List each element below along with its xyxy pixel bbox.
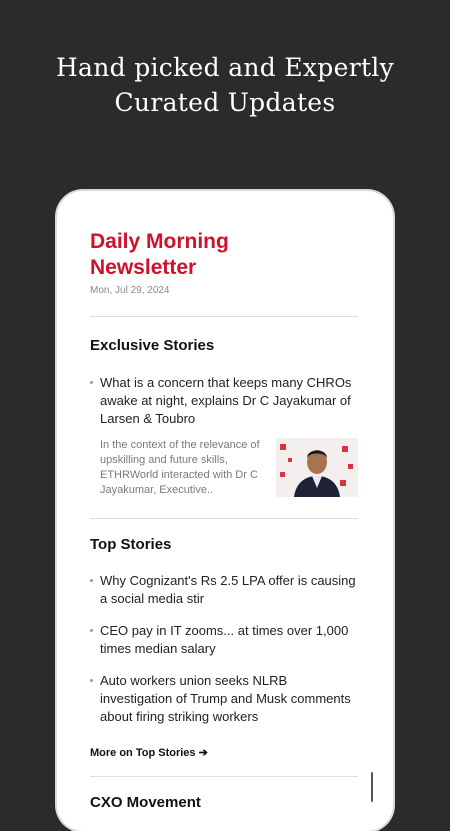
section-title-exclusive: Exclusive Stories <box>90 337 215 354</box>
top-story-item[interactable] <box>90 572 358 608</box>
exclusive-story[interactable] <box>90 374 358 428</box>
person-photo-icon <box>276 438 358 497</box>
exclusive-story-title[interactable]: What is a concern that keeps many CHROs awake at night, explains Dr C Jayakumar of Larsen & Toubro <box>100 375 352 426</box>
bullet-dot <box>90 629 93 632</box>
newsletter-content <box>90 229 358 811</box>
top-story-item[interactable] <box>90 672 358 726</box>
top-story-title[interactable]: CEO pay in IT zooms... at times over 1,000 times median salary <box>100 623 349 656</box>
bullet-dot <box>90 679 93 682</box>
promo-headline <box>0 50 450 120</box>
section-title-top-stories: Top Stories <box>90 536 172 553</box>
promo-line-2: Curated Updates <box>114 88 336 117</box>
section-title-cxo-movement: CXO Movement <box>90 794 201 811</box>
top-story-item[interactable] <box>90 622 358 658</box>
scrollbar-thumb[interactable] <box>371 772 373 802</box>
divider <box>90 518 358 519</box>
newsletter-title <box>90 229 358 281</box>
divider <box>90 776 358 777</box>
top-story-title[interactable]: Why Cognizant's Rs 2.5 LPA offer is causing a social media stir <box>100 573 356 606</box>
newsletter-date: Mon, Jul 29, 2024 <box>90 285 170 296</box>
exclusive-story-summary: In the context of the relevance of upskilling and future skills, ETHRWorld interacted with Dr C Jayakumar, Executive.. <box>100 439 260 496</box>
more-top-stories-link[interactable]: More on Top Stories ➔ <box>90 747 208 759</box>
bullet-dot <box>90 579 93 582</box>
exclusive-story-summary-row <box>90 438 358 498</box>
newsletter-title-line-1: Daily Morning <box>90 230 229 253</box>
divider <box>90 316 358 317</box>
newsletter-title-line-2: Newsletter <box>90 256 197 279</box>
top-story-title[interactable]: Auto workers union seeks NLRB investigation of Trump and Musk comments about firing striking workers <box>100 673 351 724</box>
exclusive-story-thumbnail[interactable] <box>276 438 358 497</box>
promo-line-1: Hand picked and Expertly <box>55 53 395 82</box>
phone-frame <box>57 191 393 831</box>
bullet-dot <box>90 381 93 384</box>
